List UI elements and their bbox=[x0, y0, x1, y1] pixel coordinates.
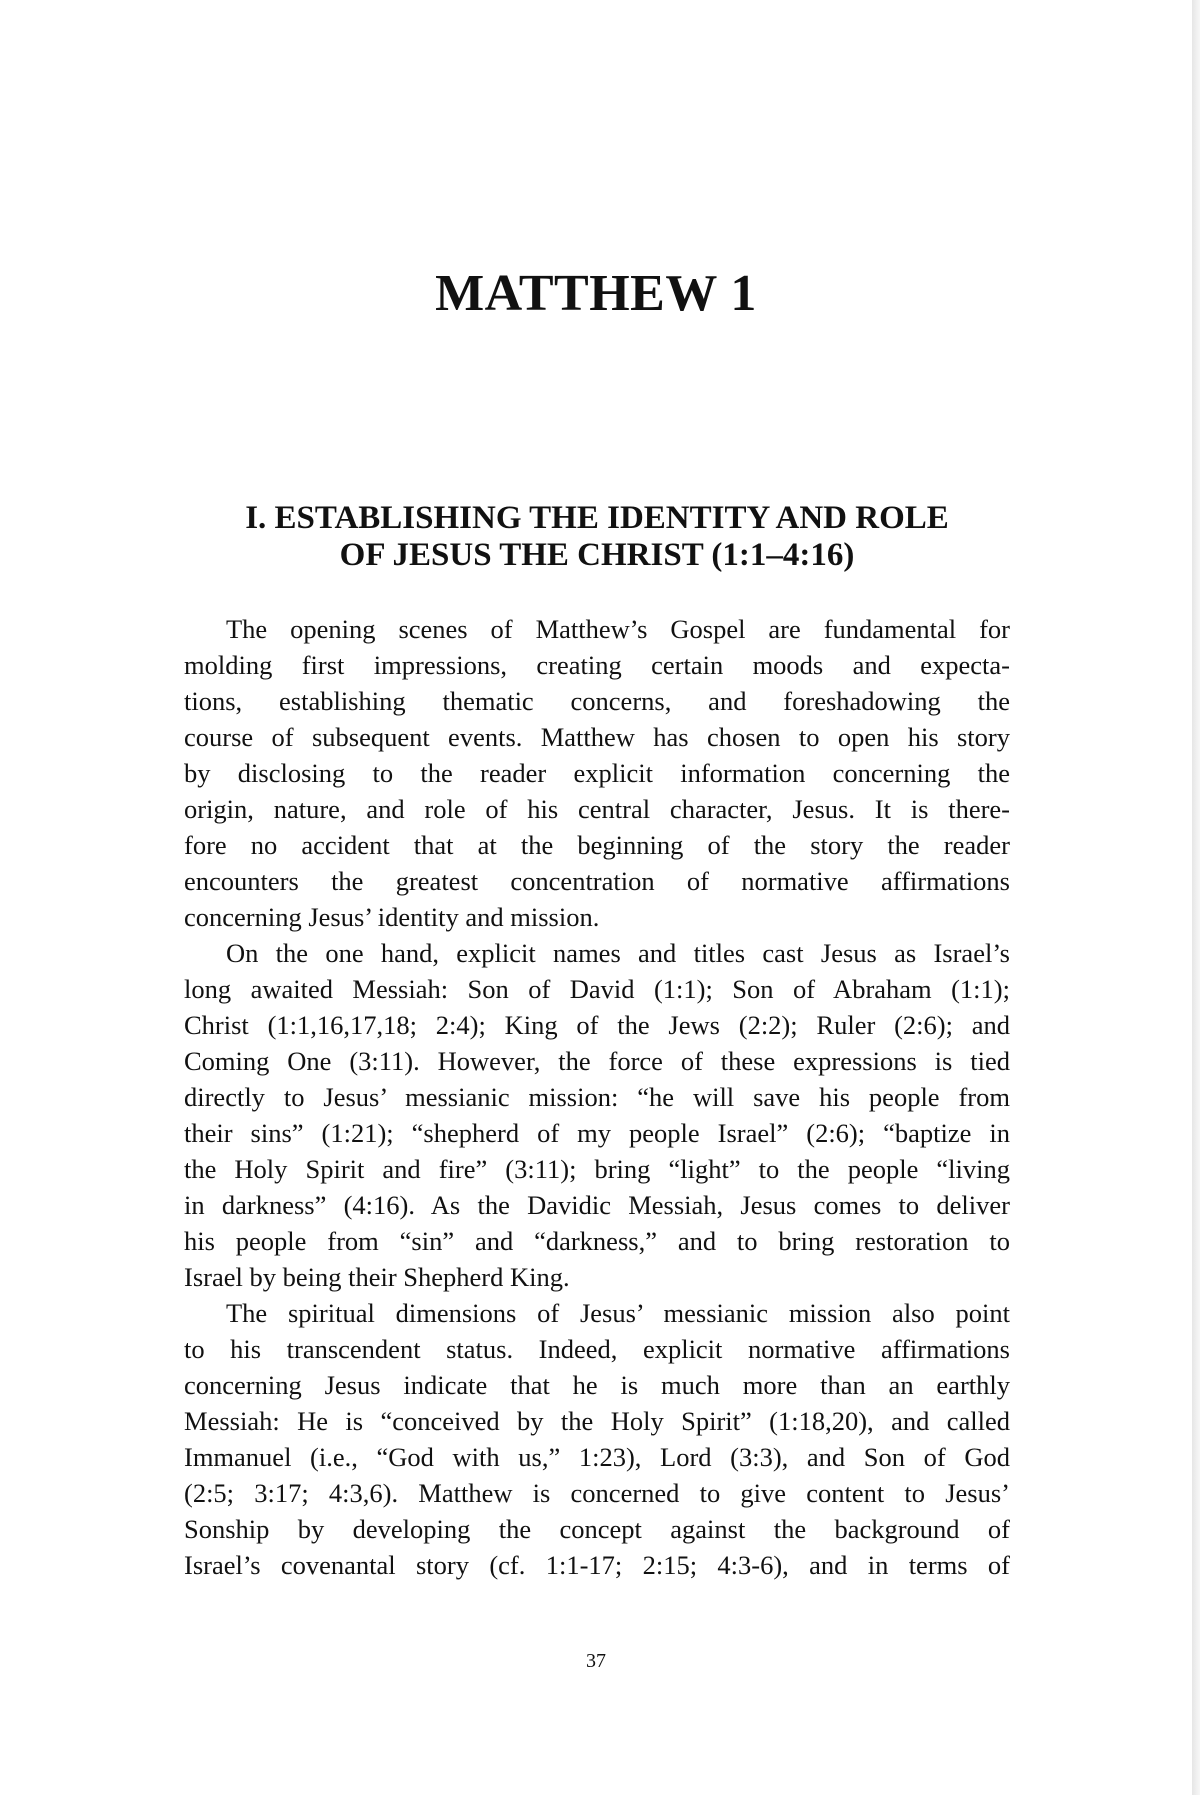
section-heading-line-1: I. ESTABLISHING THE IDENTITY AND ROLE bbox=[245, 500, 949, 536]
text-line: tions, establishing thematic concerns, and foreshadowing the bbox=[184, 686, 1010, 716]
text-line: Messiah: He is “conceived by the Holy Spirit” (1:18,20), and called bbox=[184, 1406, 1010, 1436]
section-heading-line-2: OF JESUS THE CHRIST (1:1–4:16) bbox=[339, 537, 855, 573]
page-edge-shadow bbox=[1192, 0, 1200, 1795]
text-line: The spiritual dimensions of Jesus’ messianic mission also point bbox=[226, 1298, 1010, 1328]
text-line: (2:5; 3:17; 4:3,6). Matthew is concerned to give content to Jesus’ bbox=[184, 1478, 1010, 1508]
paragraph bbox=[184, 935, 1010, 1295]
text-line: Coming One (3:11). However, the force of these expressions is tied bbox=[184, 1046, 1010, 1076]
text-line: their sins” (1:21); “shepherd of my people Israel” (2:6); “baptize in bbox=[184, 1118, 1010, 1148]
text-line: The opening scenes of Matthew’s Gospel are fundamental for bbox=[226, 614, 1010, 644]
paragraph bbox=[184, 1295, 1010, 1583]
text-line: origin, nature, and role of his central character, Jesus. It is there- bbox=[184, 794, 1010, 824]
text-line: the Holy Spirit and fire” (3:11); bring “light” to the people “living bbox=[184, 1154, 1010, 1184]
text-line: long awaited Messiah: Son of David (1:1); Son of Abraham (1:1); bbox=[184, 974, 1010, 1004]
text-line: Israel’s covenantal story (cf. 1:1-17; 2:15; 4:3-6), and in terms of bbox=[184, 1550, 1010, 1580]
section-heading bbox=[184, 500, 1010, 574]
paragraph bbox=[184, 611, 1010, 935]
chapter-title: MATTHEW 1 bbox=[435, 265, 757, 322]
text-line: directly to Jesus’ messianic mission: “he will save his people from bbox=[184, 1082, 1010, 1112]
text-line: Christ (1:1,16,17,18; 2:4); King of the Jews (2:2); Ruler (2:6); and bbox=[184, 1010, 1010, 1040]
text-line: concerning Jesus indicate that he is much more than an earthly bbox=[184, 1370, 1010, 1400]
text-line: On the one hand, explicit names and titles cast Jesus as Israel’s bbox=[226, 938, 1010, 968]
text-line: encounters the greatest concentration of normative affirmations bbox=[184, 866, 1010, 896]
text-line: in darkness” (4:16). As the Davidic Messiah, Jesus comes to deliver bbox=[184, 1190, 1010, 1220]
page-number: 37 bbox=[586, 1650, 606, 1672]
body-text bbox=[184, 611, 1010, 1583]
text-line: Sonship by developing the concept against the background of bbox=[184, 1514, 1010, 1544]
text-line: by disclosing to the reader explicit information concerning the bbox=[184, 758, 1010, 788]
text-line: his people from “sin” and “darkness,” and to bring restoration to bbox=[184, 1226, 1010, 1256]
text-line: course of subsequent events. Matthew has chosen to open his story bbox=[184, 722, 1010, 752]
text-line: Israel by being their Shepherd King. bbox=[184, 1262, 570, 1292]
text-line: fore no accident that at the beginning of the story the reader bbox=[184, 830, 1010, 860]
text-line: to his transcendent status. Indeed, explicit normative affirmations bbox=[184, 1334, 1010, 1364]
text-line: Immanuel (i.e., “God with us,” 1:23), Lord (3:3), and Son of God bbox=[184, 1442, 1010, 1472]
text-line: molding first impressions, creating certain moods and expecta- bbox=[184, 650, 1010, 680]
text-line: concerning Jesus’ identity and mission. bbox=[184, 902, 600, 932]
